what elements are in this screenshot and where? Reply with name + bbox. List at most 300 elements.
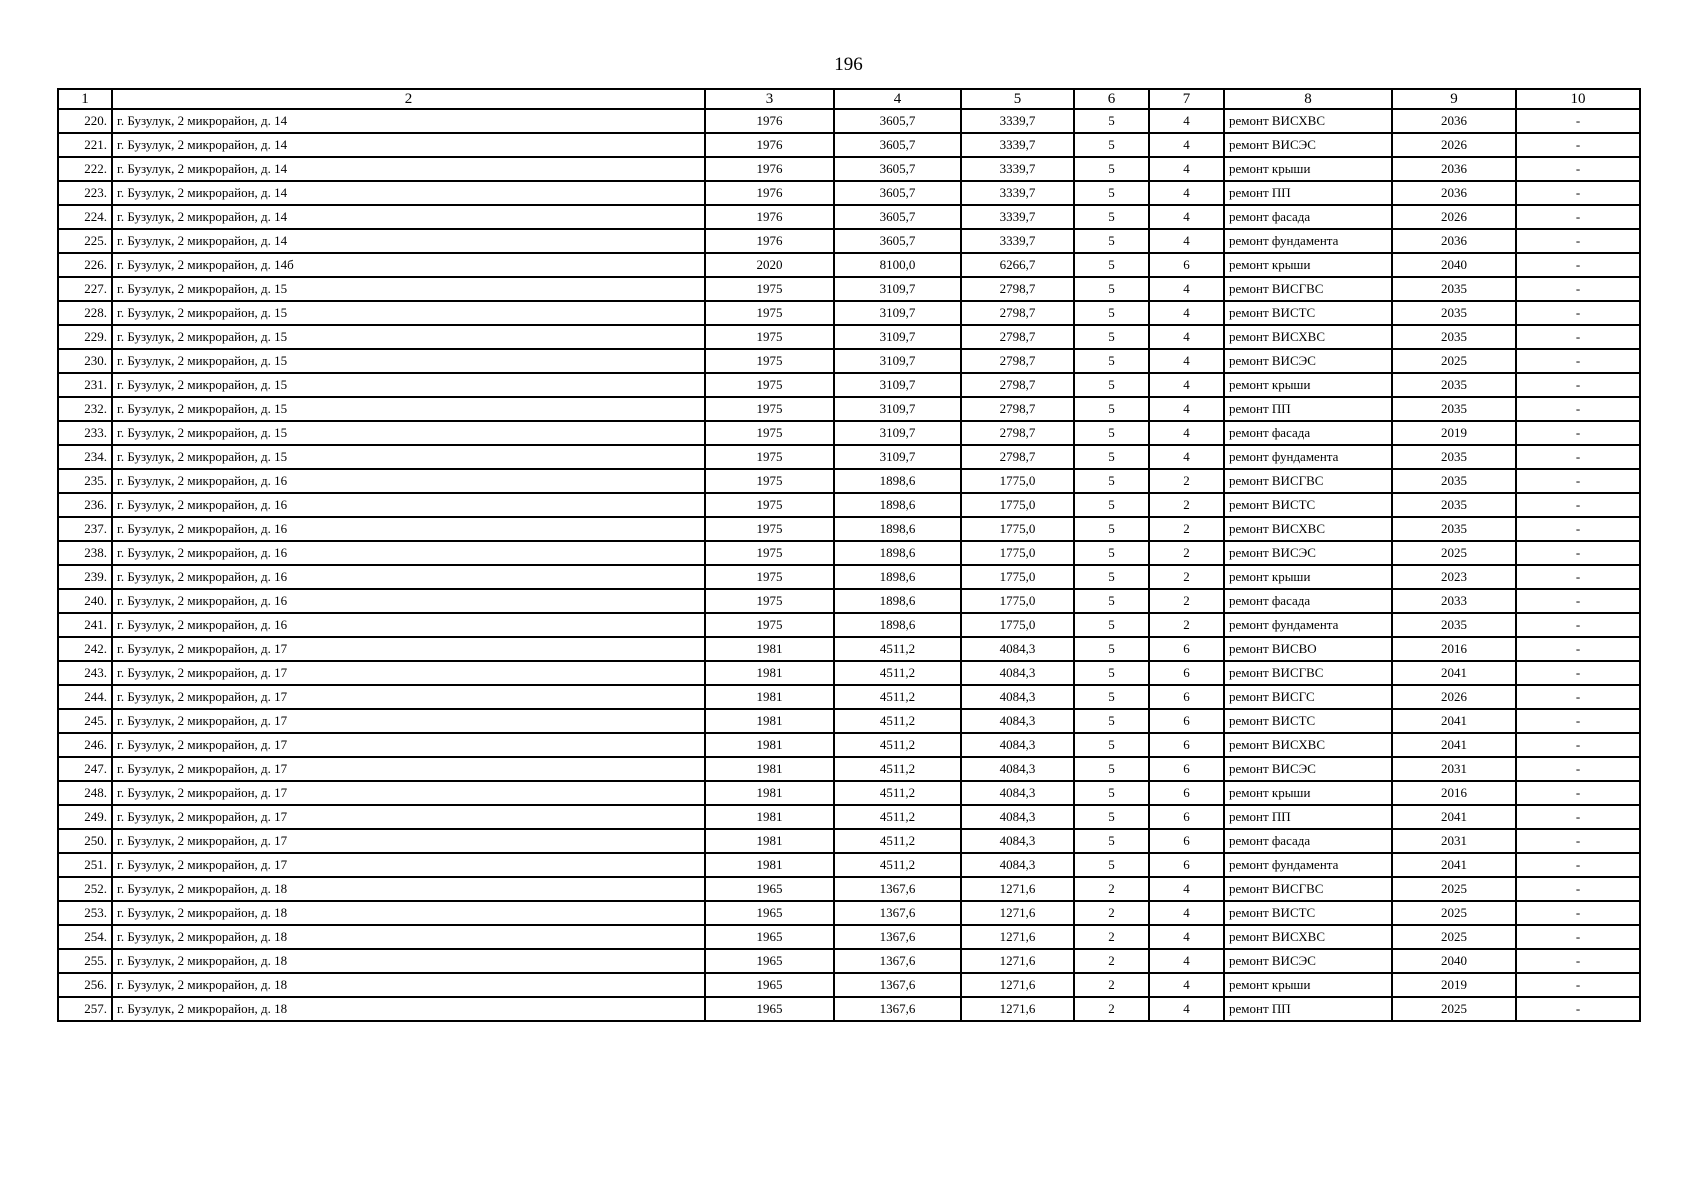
column-header-8: 8 xyxy=(1224,89,1392,109)
table-row xyxy=(58,613,1640,637)
cell-total-area: 4511,2 xyxy=(834,685,961,709)
cell-note: - xyxy=(1516,493,1640,517)
cell-planned-year: 2025 xyxy=(1392,925,1516,949)
cell-planned-year: 2023 xyxy=(1392,565,1516,589)
cell-living-area: 4084,3 xyxy=(961,637,1074,661)
cell-living-area: 4084,3 xyxy=(961,757,1074,781)
cell-entrances: 4 xyxy=(1149,325,1224,349)
table-row xyxy=(58,829,1640,853)
cell-total-area: 1898,6 xyxy=(834,613,961,637)
cell-planned-year: 2031 xyxy=(1392,829,1516,853)
cell-year-built: 1981 xyxy=(705,781,834,805)
cell-row-number: 226. xyxy=(58,253,112,277)
cell-living-area: 2798,7 xyxy=(961,301,1074,325)
cell-total-area: 4511,2 xyxy=(834,661,961,685)
cell-living-area: 3339,7 xyxy=(961,133,1074,157)
cell-floors: 5 xyxy=(1074,421,1149,445)
cell-address: г. Бузулук, 2 микрорайон, д. 15 xyxy=(112,421,705,445)
cell-planned-year: 2035 xyxy=(1392,517,1516,541)
cell-living-area: 2798,7 xyxy=(961,325,1074,349)
cell-year-built: 1975 xyxy=(705,589,834,613)
cell-entrances: 4 xyxy=(1149,997,1224,1021)
cell-address: г. Бузулук, 2 микрорайон, д. 15 xyxy=(112,373,705,397)
table-row xyxy=(58,421,1640,445)
table-row xyxy=(58,685,1640,709)
cell-row-number: 220. xyxy=(58,109,112,133)
cell-row-number: 249. xyxy=(58,805,112,829)
table-row xyxy=(58,949,1640,973)
cell-note: - xyxy=(1516,997,1640,1021)
cell-floors: 5 xyxy=(1074,517,1149,541)
cell-floors: 5 xyxy=(1074,685,1149,709)
cell-entrances: 4 xyxy=(1149,301,1224,325)
table-row xyxy=(58,661,1640,685)
table-row xyxy=(58,757,1640,781)
cell-year-built: 1981 xyxy=(705,637,834,661)
cell-work-type: ремонт ВИСХВС xyxy=(1224,925,1392,949)
table-row xyxy=(58,997,1640,1021)
cell-address: г. Бузулук, 2 микрорайон, д. 16 xyxy=(112,565,705,589)
cell-floors: 5 xyxy=(1074,229,1149,253)
cell-planned-year: 2041 xyxy=(1392,805,1516,829)
cell-living-area: 1271,6 xyxy=(961,973,1074,997)
cell-work-type: ремонт ВИСХВС xyxy=(1224,325,1392,349)
cell-planned-year: 2036 xyxy=(1392,229,1516,253)
cell-address: г. Бузулук, 2 микрорайон, д. 15 xyxy=(112,325,705,349)
cell-floors: 5 xyxy=(1074,757,1149,781)
cell-year-built: 1976 xyxy=(705,181,834,205)
cell-row-number: 257. xyxy=(58,997,112,1021)
cell-row-number: 246. xyxy=(58,733,112,757)
cell-total-area: 3109,7 xyxy=(834,277,961,301)
cell-total-area: 3109,7 xyxy=(834,445,961,469)
cell-planned-year: 2035 xyxy=(1392,397,1516,421)
cell-work-type: ремонт ВИСТС xyxy=(1224,493,1392,517)
cell-work-type: ремонт фундамента xyxy=(1224,445,1392,469)
cell-living-area: 2798,7 xyxy=(961,373,1074,397)
cell-floors: 5 xyxy=(1074,709,1149,733)
cell-note: - xyxy=(1516,973,1640,997)
cell-note: - xyxy=(1516,853,1640,877)
cell-year-built: 1976 xyxy=(705,109,834,133)
cell-planned-year: 2016 xyxy=(1392,781,1516,805)
cell-note: - xyxy=(1516,757,1640,781)
cell-note: - xyxy=(1516,805,1640,829)
table-row xyxy=(58,709,1640,733)
cell-address: г. Бузулук, 2 микрорайон, д. 14 xyxy=(112,229,705,253)
cell-year-built: 2020 xyxy=(705,253,834,277)
cell-entrances: 2 xyxy=(1149,469,1224,493)
cell-planned-year: 2035 xyxy=(1392,445,1516,469)
cell-living-area: 2798,7 xyxy=(961,445,1074,469)
cell-year-built: 1981 xyxy=(705,829,834,853)
column-header-7: 7 xyxy=(1149,89,1224,109)
cell-total-area: 1367,6 xyxy=(834,901,961,925)
cell-floors: 5 xyxy=(1074,613,1149,637)
cell-living-area: 1271,6 xyxy=(961,949,1074,973)
cell-work-type: ремонт ВИСТС xyxy=(1224,901,1392,925)
cell-row-number: 243. xyxy=(58,661,112,685)
cell-planned-year: 2026 xyxy=(1392,133,1516,157)
cell-row-number: 229. xyxy=(58,325,112,349)
cell-living-area: 3339,7 xyxy=(961,229,1074,253)
cell-year-built: 1975 xyxy=(705,517,834,541)
cell-entrances: 2 xyxy=(1149,565,1224,589)
cell-work-type: ремонт крыши xyxy=(1224,565,1392,589)
column-header-2: 2 xyxy=(112,89,705,109)
cell-floors: 2 xyxy=(1074,925,1149,949)
cell-address: г. Бузулук, 2 микрорайон, д. 14б xyxy=(112,253,705,277)
cell-total-area: 4511,2 xyxy=(834,637,961,661)
cell-total-area: 3605,7 xyxy=(834,229,961,253)
cell-work-type: ремонт ВИСГВС xyxy=(1224,469,1392,493)
cell-planned-year: 2025 xyxy=(1392,877,1516,901)
cell-row-number: 224. xyxy=(58,205,112,229)
cell-work-type: ремонт ПП xyxy=(1224,805,1392,829)
cell-total-area: 3109,7 xyxy=(834,397,961,421)
cell-row-number: 231. xyxy=(58,373,112,397)
cell-entrances: 2 xyxy=(1149,613,1224,637)
cell-total-area: 3109,7 xyxy=(834,421,961,445)
cell-total-area: 1898,6 xyxy=(834,493,961,517)
page-number: 196 xyxy=(834,54,863,75)
cell-address: г. Бузулук, 2 микрорайон, д. 17 xyxy=(112,685,705,709)
cell-note: - xyxy=(1516,277,1640,301)
cell-year-built: 1981 xyxy=(705,853,834,877)
cell-note: - xyxy=(1516,157,1640,181)
cell-year-built: 1976 xyxy=(705,133,834,157)
cell-planned-year: 2040 xyxy=(1392,253,1516,277)
cell-entrances: 4 xyxy=(1149,373,1224,397)
cell-total-area: 1367,6 xyxy=(834,973,961,997)
cell-living-area: 4084,3 xyxy=(961,733,1074,757)
cell-living-area: 4084,3 xyxy=(961,685,1074,709)
cell-year-built: 1981 xyxy=(705,805,834,829)
cell-entrances: 2 xyxy=(1149,589,1224,613)
cell-year-built: 1981 xyxy=(705,733,834,757)
cell-planned-year: 2016 xyxy=(1392,637,1516,661)
cell-total-area: 3605,7 xyxy=(834,109,961,133)
cell-living-area: 4084,3 xyxy=(961,661,1074,685)
cell-address: г. Бузулук, 2 микрорайон, д. 16 xyxy=(112,589,705,613)
cell-year-built: 1981 xyxy=(705,709,834,733)
cell-note: - xyxy=(1516,901,1640,925)
cell-address: г. Бузулук, 2 микрорайон, д. 17 xyxy=(112,757,705,781)
cell-row-number: 241. xyxy=(58,613,112,637)
table-row xyxy=(58,133,1640,157)
cell-row-number: 234. xyxy=(58,445,112,469)
cell-entrances: 6 xyxy=(1149,757,1224,781)
cell-address: г. Бузулук, 2 микрорайон, д. 14 xyxy=(112,181,705,205)
cell-planned-year: 2035 xyxy=(1392,493,1516,517)
cell-row-number: 238. xyxy=(58,541,112,565)
cell-entrances: 6 xyxy=(1149,637,1224,661)
cell-total-area: 1898,6 xyxy=(834,589,961,613)
cell-note: - xyxy=(1516,949,1640,973)
table-row xyxy=(58,397,1640,421)
cell-living-area: 3339,7 xyxy=(961,205,1074,229)
cell-work-type: ремонт ВИСЭС xyxy=(1224,541,1392,565)
cell-note: - xyxy=(1516,637,1640,661)
table-row xyxy=(58,157,1640,181)
cell-work-type: ремонт фундамента xyxy=(1224,229,1392,253)
cell-note: - xyxy=(1516,109,1640,133)
cell-living-area: 4084,3 xyxy=(961,709,1074,733)
cell-address: г. Бузулук, 2 микрорайон, д. 17 xyxy=(112,829,705,853)
cell-row-number: 225. xyxy=(58,229,112,253)
table-row xyxy=(58,733,1640,757)
table-body xyxy=(58,109,1640,1021)
table-row xyxy=(58,565,1640,589)
cell-floors: 5 xyxy=(1074,589,1149,613)
cell-living-area: 2798,7 xyxy=(961,277,1074,301)
cell-work-type: ремонт ВИСЭС xyxy=(1224,757,1392,781)
cell-work-type: ремонт ВИСТС xyxy=(1224,301,1392,325)
cell-planned-year: 2035 xyxy=(1392,613,1516,637)
cell-address: г. Бузулук, 2 микрорайон, д. 15 xyxy=(112,445,705,469)
cell-entrances: 4 xyxy=(1149,181,1224,205)
cell-year-built: 1975 xyxy=(705,445,834,469)
cell-address: г. Бузулук, 2 микрорайон, д. 14 xyxy=(112,205,705,229)
cell-living-area: 1775,0 xyxy=(961,493,1074,517)
cell-total-area: 4511,2 xyxy=(834,853,961,877)
table-row xyxy=(58,229,1640,253)
cell-row-number: 222. xyxy=(58,157,112,181)
cell-entrances: 4 xyxy=(1149,397,1224,421)
cell-floors: 5 xyxy=(1074,157,1149,181)
cell-row-number: 227. xyxy=(58,277,112,301)
cell-address: г. Бузулук, 2 микрорайон, д. 17 xyxy=(112,661,705,685)
cell-note: - xyxy=(1516,349,1640,373)
table-row xyxy=(58,925,1640,949)
cell-entrances: 4 xyxy=(1149,109,1224,133)
cell-planned-year: 2026 xyxy=(1392,685,1516,709)
table-header-row xyxy=(58,89,1640,109)
cell-floors: 5 xyxy=(1074,325,1149,349)
cell-floors: 5 xyxy=(1074,277,1149,301)
cell-planned-year: 2025 xyxy=(1392,997,1516,1021)
cell-note: - xyxy=(1516,589,1640,613)
table-row xyxy=(58,349,1640,373)
table-row xyxy=(58,301,1640,325)
cell-total-area: 8100,0 xyxy=(834,253,961,277)
cell-work-type: ремонт крыши xyxy=(1224,253,1392,277)
cell-planned-year: 2019 xyxy=(1392,973,1516,997)
cell-entrances: 6 xyxy=(1149,733,1224,757)
cell-note: - xyxy=(1516,253,1640,277)
cell-total-area: 3109,7 xyxy=(834,349,961,373)
table-row xyxy=(58,853,1640,877)
cell-address: г. Бузулук, 2 микрорайон, д. 18 xyxy=(112,949,705,973)
cell-planned-year: 2035 xyxy=(1392,301,1516,325)
cell-year-built: 1976 xyxy=(705,229,834,253)
cell-entrances: 2 xyxy=(1149,517,1224,541)
cell-year-built: 1965 xyxy=(705,925,834,949)
cell-year-built: 1975 xyxy=(705,565,834,589)
cell-floors: 5 xyxy=(1074,397,1149,421)
cell-planned-year: 2025 xyxy=(1392,349,1516,373)
cell-entrances: 6 xyxy=(1149,253,1224,277)
table-row xyxy=(58,277,1640,301)
cell-living-area: 1775,0 xyxy=(961,613,1074,637)
cell-entrances: 4 xyxy=(1149,229,1224,253)
cell-entrances: 4 xyxy=(1149,877,1224,901)
cell-note: - xyxy=(1516,517,1640,541)
cell-note: - xyxy=(1516,397,1640,421)
cell-note: - xyxy=(1516,133,1640,157)
cell-address: г. Бузулук, 2 микрорайон, д. 17 xyxy=(112,709,705,733)
cell-living-area: 3339,7 xyxy=(961,157,1074,181)
cell-work-type: ремонт крыши xyxy=(1224,157,1392,181)
cell-floors: 5 xyxy=(1074,733,1149,757)
table-row xyxy=(58,181,1640,205)
cell-year-built: 1975 xyxy=(705,349,834,373)
cell-entrances: 4 xyxy=(1149,205,1224,229)
cell-floors: 2 xyxy=(1074,973,1149,997)
cell-note: - xyxy=(1516,421,1640,445)
cell-living-area: 3339,7 xyxy=(961,109,1074,133)
cell-work-type: ремонт ВИСГС xyxy=(1224,685,1392,709)
table-row xyxy=(58,445,1640,469)
cell-total-area: 1898,6 xyxy=(834,541,961,565)
column-header-5: 5 xyxy=(961,89,1074,109)
cell-floors: 5 xyxy=(1074,445,1149,469)
cell-floors: 2 xyxy=(1074,901,1149,925)
cell-planned-year: 2041 xyxy=(1392,661,1516,685)
cell-entrances: 6 xyxy=(1149,805,1224,829)
cell-entrances: 6 xyxy=(1149,781,1224,805)
cell-address: г. Бузулук, 2 микрорайон, д. 15 xyxy=(112,277,705,301)
cell-row-number: 252. xyxy=(58,877,112,901)
cell-planned-year: 2031 xyxy=(1392,757,1516,781)
cell-note: - xyxy=(1516,781,1640,805)
cell-floors: 5 xyxy=(1074,253,1149,277)
cell-work-type: ремонт крыши xyxy=(1224,781,1392,805)
cell-floors: 2 xyxy=(1074,997,1149,1021)
cell-planned-year: 2036 xyxy=(1392,181,1516,205)
cell-year-built: 1975 xyxy=(705,493,834,517)
cell-note: - xyxy=(1516,469,1640,493)
column-header-4: 4 xyxy=(834,89,961,109)
cell-total-area: 3605,7 xyxy=(834,133,961,157)
cell-address: г. Бузулук, 2 микрорайон, д. 14 xyxy=(112,157,705,181)
table-row xyxy=(58,469,1640,493)
cell-address: г. Бузулук, 2 микрорайон, д. 16 xyxy=(112,541,705,565)
cell-total-area: 3109,7 xyxy=(834,301,961,325)
cell-row-number: 244. xyxy=(58,685,112,709)
cell-entrances: 4 xyxy=(1149,133,1224,157)
cell-address: г. Бузулук, 2 микрорайон, д. 17 xyxy=(112,637,705,661)
column-header-6: 6 xyxy=(1074,89,1149,109)
cell-floors: 5 xyxy=(1074,109,1149,133)
cell-work-type: ремонт фасада xyxy=(1224,829,1392,853)
cell-total-area: 4511,2 xyxy=(834,829,961,853)
cell-living-area: 4084,3 xyxy=(961,829,1074,853)
cell-entrances: 6 xyxy=(1149,709,1224,733)
cell-planned-year: 2036 xyxy=(1392,109,1516,133)
table-row xyxy=(58,517,1640,541)
cell-planned-year: 2025 xyxy=(1392,901,1516,925)
table-row xyxy=(58,493,1640,517)
cell-note: - xyxy=(1516,709,1640,733)
cell-living-area: 1775,0 xyxy=(961,469,1074,493)
cell-total-area: 1898,6 xyxy=(834,565,961,589)
cell-floors: 5 xyxy=(1074,205,1149,229)
cell-entrances: 4 xyxy=(1149,445,1224,469)
cell-total-area: 1367,6 xyxy=(834,997,961,1021)
cell-living-area: 1775,0 xyxy=(961,589,1074,613)
cell-work-type: ремонт ВИСХВС xyxy=(1224,109,1392,133)
cell-floors: 5 xyxy=(1074,541,1149,565)
table-row xyxy=(58,781,1640,805)
cell-note: - xyxy=(1516,829,1640,853)
cell-row-number: 254. xyxy=(58,925,112,949)
table-row xyxy=(58,877,1640,901)
table-row xyxy=(58,205,1640,229)
cell-total-area: 3605,7 xyxy=(834,205,961,229)
cell-living-area: 4084,3 xyxy=(961,853,1074,877)
cell-address: г. Бузулук, 2 микрорайон, д. 18 xyxy=(112,997,705,1021)
cell-note: - xyxy=(1516,565,1640,589)
cell-living-area: 1775,0 xyxy=(961,565,1074,589)
cell-living-area: 4084,3 xyxy=(961,781,1074,805)
cell-note: - xyxy=(1516,877,1640,901)
cell-planned-year: 2040 xyxy=(1392,949,1516,973)
cell-total-area: 4511,2 xyxy=(834,733,961,757)
table-row xyxy=(58,373,1640,397)
cell-year-built: 1981 xyxy=(705,757,834,781)
column-header-3: 3 xyxy=(705,89,834,109)
cell-entrances: 6 xyxy=(1149,661,1224,685)
column-header-10: 10 xyxy=(1516,89,1640,109)
cell-year-built: 1975 xyxy=(705,301,834,325)
cell-year-built: 1965 xyxy=(705,901,834,925)
cell-total-area: 3605,7 xyxy=(834,157,961,181)
cell-row-number: 250. xyxy=(58,829,112,853)
cell-living-area: 1271,6 xyxy=(961,925,1074,949)
cell-living-area: 4084,3 xyxy=(961,805,1074,829)
cell-floors: 5 xyxy=(1074,373,1149,397)
cell-total-area: 1367,6 xyxy=(834,925,961,949)
cell-row-number: 247. xyxy=(58,757,112,781)
cell-work-type: ремонт крыши xyxy=(1224,973,1392,997)
cell-floors: 5 xyxy=(1074,637,1149,661)
cell-row-number: 232. xyxy=(58,397,112,421)
cell-living-area: 1775,0 xyxy=(961,517,1074,541)
cell-row-number: 236. xyxy=(58,493,112,517)
cell-work-type: ремонт ВИСВО xyxy=(1224,637,1392,661)
cell-row-number: 230. xyxy=(58,349,112,373)
cell-entrances: 6 xyxy=(1149,685,1224,709)
cell-row-number: 253. xyxy=(58,901,112,925)
cell-planned-year: 2025 xyxy=(1392,541,1516,565)
cell-total-area: 1367,6 xyxy=(834,877,961,901)
cell-note: - xyxy=(1516,541,1640,565)
cell-floors: 5 xyxy=(1074,301,1149,325)
cell-work-type: ремонт ПП xyxy=(1224,397,1392,421)
cell-address: г. Бузулук, 2 микрорайон, д. 15 xyxy=(112,301,705,325)
cell-row-number: 235. xyxy=(58,469,112,493)
cell-floors: 5 xyxy=(1074,493,1149,517)
cell-note: - xyxy=(1516,685,1640,709)
cell-floors: 2 xyxy=(1074,949,1149,973)
cell-year-built: 1981 xyxy=(705,661,834,685)
cell-work-type: ремонт фасада xyxy=(1224,205,1392,229)
cell-year-built: 1965 xyxy=(705,949,834,973)
cell-living-area: 2798,7 xyxy=(961,397,1074,421)
cell-address: г. Бузулук, 2 микрорайон, д. 16 xyxy=(112,613,705,637)
cell-total-area: 3109,7 xyxy=(834,325,961,349)
